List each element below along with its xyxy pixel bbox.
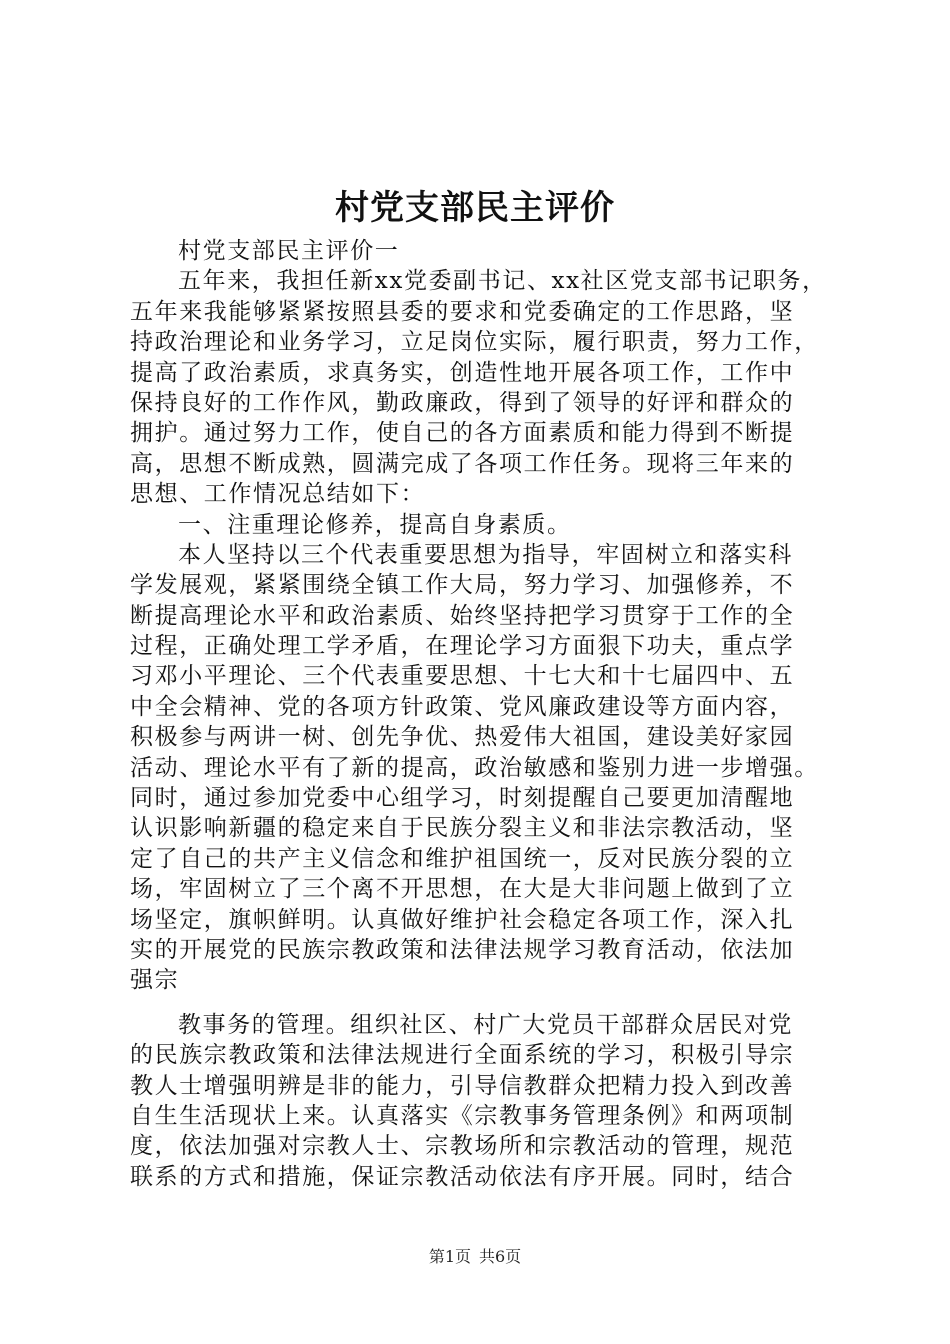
paragraph-line: 强宗 bbox=[130, 967, 180, 994]
document-body bbox=[130, 236, 830, 1192]
paragraph-line: 断提高理论水平和政治素质、始终坚持把学习贯穿于工作的全 bbox=[130, 602, 795, 629]
paragraph-line: 活动、理论水平有了新的提高，政治敏感和鉴别力进一步增强。 bbox=[130, 754, 819, 781]
paragraph-line: 思想、工作情况总结如下： bbox=[130, 481, 426, 508]
paragraph-line: 度，依法加强对宗教人士、宗教场所和宗教活动的管理，规范 bbox=[130, 1133, 795, 1160]
page-footer bbox=[0, 1244, 950, 1267]
paragraph-line: 提高了政治素质，求真务实，创造性地开展各项工作，工作中 bbox=[130, 359, 795, 386]
paragraph-line: 高，思想不断成熟，圆满完成了各项工作任务。现将三年来的 bbox=[130, 450, 795, 477]
subsection-heading: 一、注重理论修养，提高自身素质。 bbox=[178, 511, 572, 538]
paragraph-line: 过程，正确处理工学矛盾，在理论学习方面狠下功夫，重点学 bbox=[130, 633, 795, 660]
paragraph-line: 教事务的管理。组织社区、村广大党员干部群众居民对党 bbox=[178, 1011, 793, 1038]
paragraph-line: 保持良好的工作作风，勤政廉政，得到了领导的好评和群众的 bbox=[130, 389, 795, 416]
paragraph-line: 实的开展党的民族宗教政策和法律法规学习教育活动，依法加 bbox=[130, 936, 795, 963]
paragraph-line: 场，牢固树立了三个离不开思想，在大是大非问题上做到了立 bbox=[130, 876, 795, 903]
paragraph-line: 联系的方式和措施，保证宗教活动依法有序开展。同时，结合 bbox=[130, 1163, 795, 1190]
paragraph-line: 自生生活现状上来。认真落实《宗教事务管理条例》和两项制 bbox=[130, 1102, 795, 1129]
paragraph-line: 的民族宗教政策和法律法规进行全面系统的学习，积极引导宗 bbox=[130, 1042, 795, 1069]
paragraph-line: 习邓小平理论、三个代表重要思想、十七大和十七届四中、五 bbox=[130, 663, 795, 690]
paragraph-line: 同时，通过参加党委中心组学习，时刻提醒自己要更加清醒地 bbox=[130, 785, 795, 812]
paragraph-line: 拥护。通过努力工作，使自己的各方面素质和能力得到不断提 bbox=[130, 420, 795, 447]
document-title: 村党支部民主评价 bbox=[335, 188, 615, 228]
paragraph-line: 积极参与两讲一树、创先争优、热爱伟大祖国，建设美好家园 bbox=[130, 724, 795, 751]
paragraph-line: 五年来我能够紧紧按照县委的要求和党委确定的工作思路，坚 bbox=[130, 298, 795, 325]
page-total: 共6页 bbox=[479, 1247, 522, 1266]
paragraph-line: 认识影响新疆的稳定来自于民族分裂主义和非法宗教活动，坚 bbox=[130, 815, 795, 842]
section-heading: 村党支部民主评价一 bbox=[178, 238, 400, 264]
paragraph-line: 本人坚持以三个代表重要思想为指导，牢固树立和落实科 bbox=[178, 541, 793, 568]
paragraph-line: 定了自己的共产主义信念和维护祖国统一，反对民族分裂的立 bbox=[130, 845, 795, 872]
paragraph-line: 学发展观，紧紧围绕全镇工作大局，努力学习、加强修养，不 bbox=[130, 572, 795, 599]
paragraph-line: 五年来，我担任新xx党委副书记、xx社区党支部书记职务， bbox=[178, 268, 827, 295]
paragraph-line: 教人士增强明辨是非的能力，引导信教群众把精力投入到改善 bbox=[130, 1072, 795, 1099]
paragraph-line: 场坚定，旗帜鲜明。认真做好维护社会稳定各项工作，深入扎 bbox=[130, 906, 795, 933]
paragraph-gap bbox=[130, 996, 830, 1010]
paragraph-line: 中全会精神、党的各项方针政策、党风廉政建设等方面内容， bbox=[130, 693, 795, 720]
paragraph-line: 持政治理论和业务学习，立足岗位实际，履行职责，努力工作， bbox=[130, 329, 819, 356]
page-number: 第1页 bbox=[428, 1247, 471, 1266]
